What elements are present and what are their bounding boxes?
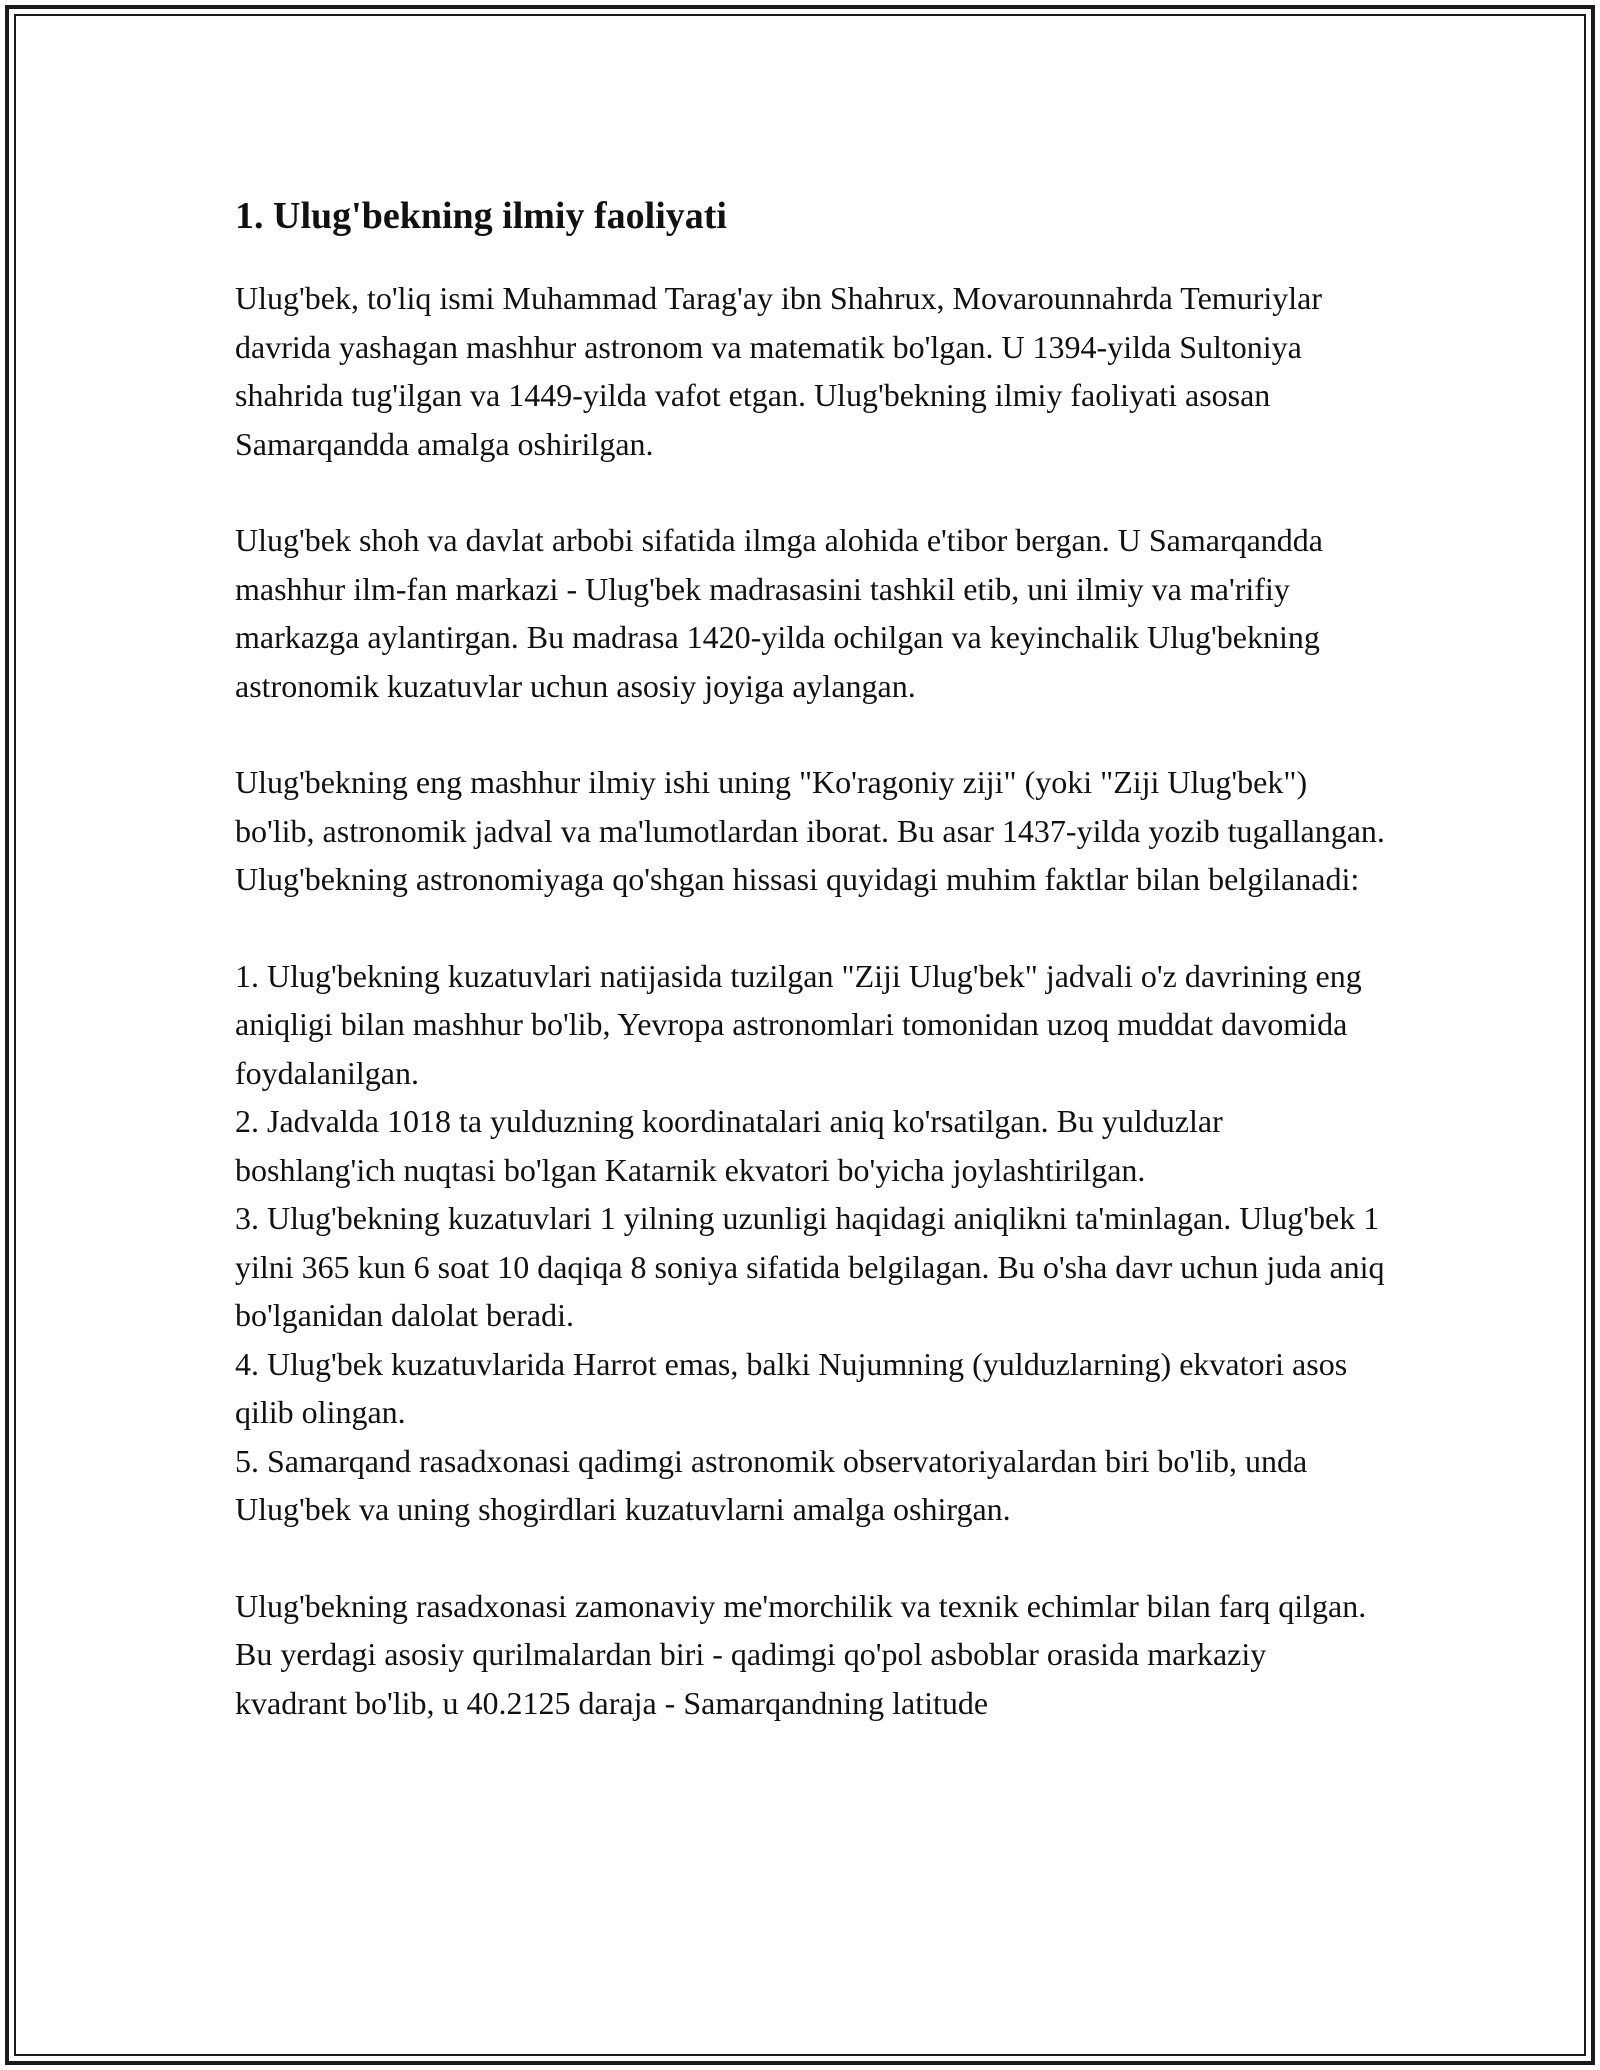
list-item: 1. Ulug'bekning kuzatuvlari natijasida tuzilgan "Ziji Ulug'bek" jadvali o'z davrining eng aniqligi bilan mashhur bo'lib, Yevropa astronomlari tomonidan uzoq muddat davomida foydalanilgan. xyxy=(235,957,1362,1091)
list-item: 5. Samarqand rasadxonasi qadimgi astronomik observatoriyalardan biri bo'lib, unda Ulug'bek va uning shogirdlari kuzatuvlarni amalga oshirgan. xyxy=(235,1442,1308,1527)
paragraph-intro: Ulug'bek, to'liq ismi Muhammad Tarag'ay ibn Shahrux, Movarounnahrda Temuriylar davrida yashagan mashhur astronom va matematik bo'lgan. U 1394-yilda Sultoniya shahrida tug'ilgan va 1449-yilda vafot etgan. Ulug'bekning ilmiy faoliyati asosan Samarqandda amalga oshirilgan. xyxy=(235,280,1322,462)
paragraph-madrasa: Ulug'bek shoh va davlat arbobi sifatida ilmga alohida e'tibor bergan. U Samarqandda mashhur ilm-fan markazi - Ulug'bek madrasasini tashkil etib, uni ilmiy va ma'rifiy markazga aylantirgan. Bu madrasa 1420-yilda ochilgan va keyinchalik Ulug'bekning astronomik kuzatuvlar uchun asosiy joyiga aylangan. xyxy=(235,522,1323,704)
list-item: 2. Jadvalda 1018 ta yulduzning koordinatalari aniq ko'rsatilgan. Bu yulduzlar boshlang'ich nuqtasi bo'lgan Katarnik ekvatori bo'yicha joylashtirilgan. xyxy=(235,1103,1223,1188)
facts-list xyxy=(235,952,1385,1534)
paragraph-zij: Ulug'bekning eng mashhur ilmiy ishi uning "Ko'ragoniy ziji" (yoki "Ziji Ulug'bek") bo'lib, astronomik jadval va ma'lumotlardan iborat. Bu asar 1437-yilda yozib tugallangan. Ulug'bekning astronomiyaga qo'shgan hissasi quyidagi muhim faktlar bilan belgilanadi: xyxy=(235,764,1385,897)
list-item: 3. Ulug'bekning kuzatuvlari 1 yilning uzunligi haqidagi aniqlikni ta'minlagan. Ulug'bek 1 yilni 365 kun 6 soat 10 daqiqa 8 soniya sifatida belgilagan. Bu o'sha davr uchun juda aniq bo'lganidan dalolat beradi. xyxy=(235,1200,1385,1333)
paragraph-observatory: Ulug'bekning rasadxonasi zamonaviy me'morchilik va texnik echimlar bilan farq qilgan. Bu yerdagi asosiy qurilmalardan biri - qadimgi qo'pol asboblar orasida markaziy kvadrant bo'lib, u 40.2125 daraja - Samarqandning latitude xyxy=(235,1587,1367,1721)
section-heading: 1. Ulug'bekning ilmiy faoliyati xyxy=(235,195,727,237)
document-body xyxy=(235,188,1385,1775)
list-item: 4. Ulug'bek kuzatuvlarida Harrot emas, balki Nujumning (yulduzlarning) ekvatori asos qilib olingan. xyxy=(235,1345,1348,1430)
